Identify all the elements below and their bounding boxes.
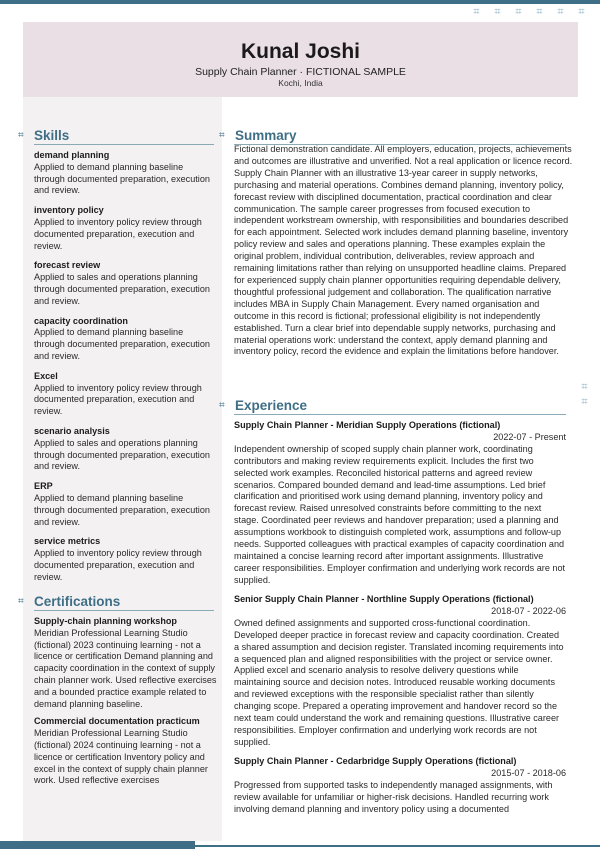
job-title: Senior Supply Chain Planner - Northline Supply Operations (fictional)	[234, 594, 534, 604]
bottom-rule-thin	[195, 845, 600, 847]
summary-heading	[219, 128, 297, 143]
experience-title: Experience	[235, 398, 308, 413]
job-entry	[234, 756, 566, 818]
job-entry	[234, 594, 566, 749]
section-marker-icon: ⌗	[18, 595, 24, 607]
job-entry	[234, 420, 566, 587]
job-description: Independent ownership of scoped supply chain planner work, coordinating contributors and making review requirements explicit. Includes the first two selected work examples. Reconciled historical patterns and agreed review scenarios. Compared bounded demand and lead-time assumptions. Led brief clarification and prioritised work using demand planning, inventory policy and forecast review. Raised unresolved constraints before committing to the next stage. Coordinated peer reviews and handover preparation; used a planning and assumptions workbook to distinguish completed work, assumptions and follow-up needs. Supported colleagues with practical examples of capacity coordination and maintained a concise learning record after important assignments. Illustrative career responsibilities. Employer confirmation and underlying work records are not supplied.	[234, 443, 566, 585]
skill-name: scenario analysis	[34, 425, 110, 436]
section-marker-icon: ⌗	[219, 129, 225, 141]
section-marker-icon: ⌗	[219, 399, 225, 411]
summary-title: Summary	[235, 128, 297, 143]
skill-item	[34, 150, 216, 197]
job-title: Supply Chain Planner - Meridian Supply Operations (fictional)	[234, 420, 501, 430]
pattern-icon: ⌗	[578, 6, 585, 18]
certifications-heading	[18, 594, 120, 609]
job-dates: 2022-07 - Present	[493, 431, 566, 442]
job-description: Owned defined assignments and supported cross-functional coordination. Developed deeper practice in forecast review and capacity coordination. Created a shared assumption and decision register. Translated incoming requirements into a sequenced plan and aligned responsibilities with the project or service owner. Applied excel and scenario analysis to resolve delivery questions while maintaining source and decision notes. Introduced reusable working documents and reviewed exceptions with the responsible specialist rather than silently changing scope. Prepared a operating improvement and handover record so the next team could understand the work and remaining questions. Illustrative career responsibilities. Employer confirmation and underlying work records are not supplied.	[234, 617, 564, 747]
top-rule	[0, 0, 600, 4]
candidate-location: Kochi, India	[278, 78, 323, 88]
pattern-icon: ⌗	[581, 396, 588, 408]
section-marker-icon: ⌗	[18, 129, 24, 141]
skill-item	[34, 316, 216, 363]
pattern-icon: ⌗	[581, 381, 588, 393]
pattern-icon: ⌗	[536, 6, 543, 18]
certifications-list	[34, 616, 218, 838]
skills-heading	[18, 128, 69, 143]
certification-description: Meridian Professional Learning Studio (fictional) 2023 continuing learning - not a licence or certification Demand planning and capacity coordination in the context of supply chain planner work. Used reflective exercises and a bounded practice example related to demand planning baseline.	[34, 627, 217, 709]
skill-description: Applied to demand planning baseline through documented preparation, execution and review.	[34, 161, 210, 196]
skill-item	[34, 205, 216, 252]
job-dates: 2018-07 - 2022-06	[491, 605, 566, 616]
bottom-rule	[0, 841, 195, 849]
skill-name: service metrics	[34, 536, 101, 547]
job-description: Progressed from supported tasks to independently managed assignments, with review available for unfamiliar or higher-risk decisions. Handled recurring work involving demand planning and inventory policy using a documented	[234, 779, 553, 814]
skill-name: capacity coordination	[34, 315, 128, 326]
skill-description: Applied to demand planning baseline through documented preparation, execution and review.	[34, 492, 210, 527]
certification-description: Meridian Professional Learning Studio (fictional) 2024 continuing learning - not a licence or certification Inventory policy and excel in the context of supply chain planner work. Used reflective exercises	[34, 728, 208, 786]
skill-description: Applied to sales and operations planning through documented preparation, execution and review.	[34, 437, 210, 472]
certification-name: Commercial documentation practicum	[34, 716, 200, 727]
skill-description: Applied to sales and operations planning through documented preparation, execution and review.	[34, 272, 210, 306]
skills-divider	[34, 144, 214, 145]
skill-name: inventory policy	[34, 205, 104, 216]
experience-divider	[234, 414, 566, 415]
skill-name: ERP	[34, 481, 53, 492]
job-title: Supply Chain Planner - Cedarbridge Supply Operations (fictional)	[234, 756, 517, 766]
skill-description: Applied to demand planning baseline through documented preparation, execution and review.	[34, 327, 210, 361]
skill-name: demand planning	[34, 150, 110, 160]
skill-item	[34, 260, 216, 307]
pattern-icon: ⌗	[515, 6, 522, 18]
pattern-icon: ⌗	[473, 6, 480, 18]
skill-item	[34, 536, 216, 583]
skill-description: Applied to inventory policy review through documented preparation, execution and review.	[34, 548, 202, 582]
skill-item	[34, 371, 216, 418]
candidate-name: Kunal Joshi	[240, 40, 361, 63]
skill-name: Excel	[34, 370, 58, 381]
certification-item	[34, 716, 218, 787]
decorative-pattern-top	[470, 7, 588, 20]
certifications-divider	[34, 610, 214, 611]
skill-description: Applied to inventory policy review through documented preparation, execution and review.	[34, 216, 202, 251]
certification-item	[34, 616, 218, 710]
experience-heading	[219, 398, 307, 413]
certification-name: Supply-chain planning workshop	[34, 616, 177, 626]
resume-header	[23, 22, 578, 97]
skill-description: Applied to inventory policy review through documented preparation, execution and review.	[34, 382, 202, 417]
summary-text: Fictional demonstration candidate. All employers, education, projects, achievements and outcomes are illustrative and unverified. Not a real application or licence record. Supply Chain Planner with an illustrative 13-year career in supply networks, purchasing and material operations. Combines demand planning, inventory policy, forecast review with disciplined documentation, practical coordination and clear communication. The sample career progresses from focused execution to independent workstream ownership, with responsibilities and boundaries described for each appointment. Selected work includes demand planning baseline, inventory policy review and sales and operations planning. These examples explain the original problem, individual contribution, deliverables, review approach and remaining limitations rather than relying on unsupported headline claims. Prepared for experienced supply chain planner opportunities requiring dependable delivery, thoughtful professional judgement and collaboration. The qualification narrative includes MBA in Supply Chain Management. Every named organisation and outcome in this record is fictional; professional eligibility is not independently established. Turn a clear brief into dependable supply networks, purchasing and material operations work: understand the context, apply demand planning and inventory policy, record the evidence and explain the limitations before handover.	[234, 144, 573, 357]
certifications-title: Certifications	[34, 594, 121, 609]
skills-title: Skills	[34, 128, 70, 143]
pattern-icon: ⌗	[557, 6, 564, 18]
skills-list	[34, 150, 216, 592]
job-dates: 2015-07 - 2018-06	[491, 767, 566, 778]
skill-item	[34, 426, 216, 473]
skill-item	[34, 481, 216, 528]
decorative-pattern-side	[578, 382, 591, 410]
pattern-icon: ⌗	[494, 6, 501, 18]
candidate-subtitle: Supply Chain Planner · FICTIONAL SAMPLE	[195, 66, 406, 78]
skill-name: forecast review	[34, 260, 101, 271]
